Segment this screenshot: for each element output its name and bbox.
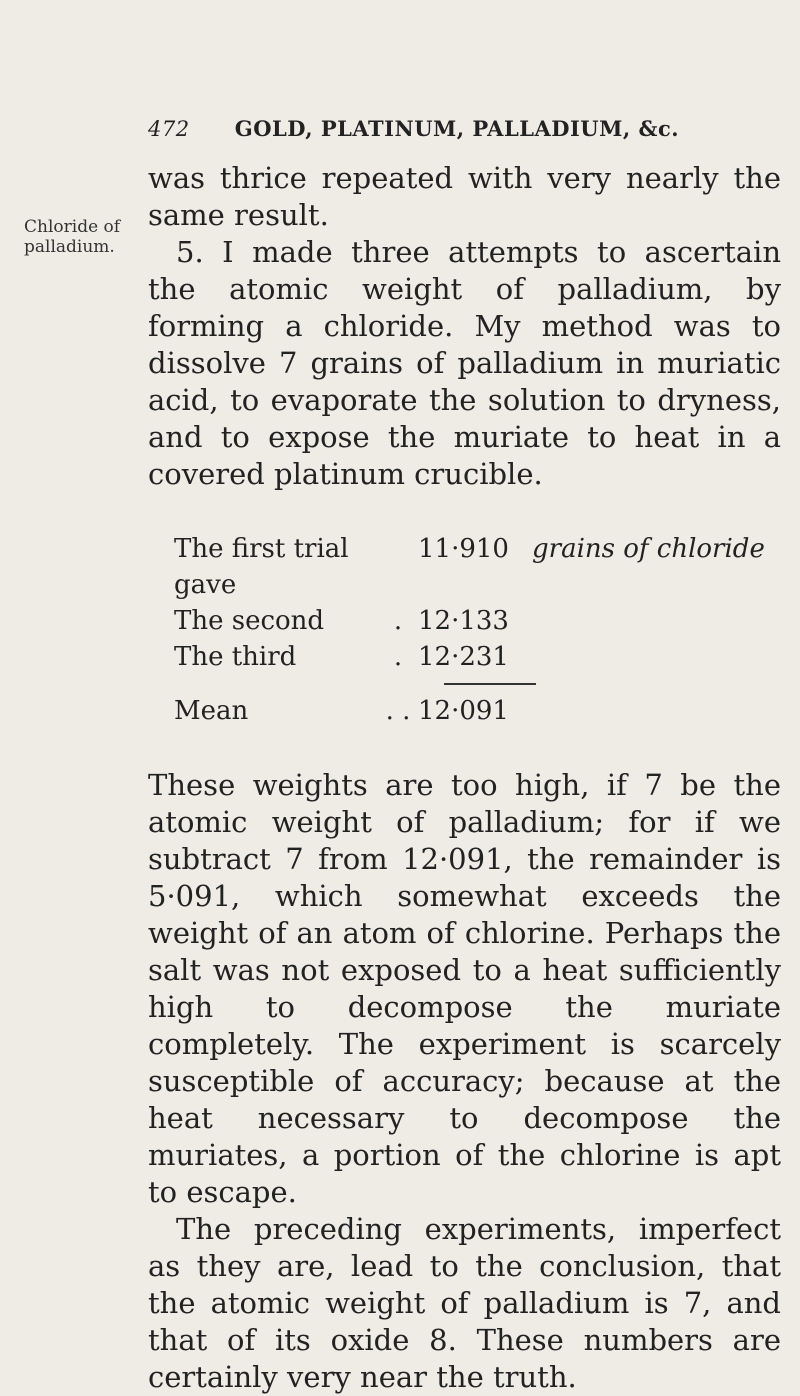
trial-label: The first trial gave <box>174 534 349 600</box>
page-header <box>148 116 679 141</box>
running-title: GOLD, PLATINUM, PALLADIUM, &c. <box>234 116 680 141</box>
trial-label: The third <box>174 642 297 672</box>
mean-row <box>148 693 781 729</box>
trial-row-2 <box>148 603 781 639</box>
trial-label: The second <box>174 606 325 636</box>
sum-rule <box>444 683 536 685</box>
paragraph-3: These weights are too high, if 7 be the atomic weight of palladium; for if we subtract 7 from 12·091, the remainder is 5·091, which somewhat exceeds the weight of an atom of chlorine. Perhaps the salt was not exposed to a heat sufficiently high to decompose the muriate completely. The experiment is scarcely susceptible of accuracy; because at the heat necessary to decompose the muriates, a portion of the chlorine is apt to escape. <box>148 768 781 1209</box>
paragraph-1: was thrice repeated with very nearly the same result. <box>148 161 781 232</box>
paragraph-4: The preceding experiments, imperfect as they are, lead to the conclusion, that the atomic weight of palladium is 7, and that of its oxide 8. These numbers are certainly very near the truth. <box>148 1212 781 1394</box>
mean-label: Mean <box>174 696 249 726</box>
trial-leader: . <box>393 606 403 636</box>
margin-note-line-1: Chloride of <box>24 217 121 237</box>
trial-row-3 <box>148 639 781 675</box>
trial-row-1 <box>148 531 781 603</box>
margin-note <box>24 217 120 257</box>
margin-note-line-2: palladium. <box>24 237 115 257</box>
trial-unit: grains of chloride <box>532 534 765 564</box>
page-body <box>148 160 781 1396</box>
trial-value: 12·133 <box>418 606 509 636</box>
trial-value: 12·231 <box>418 642 509 672</box>
mean-leader: . . <box>385 696 411 726</box>
mean-value: 12·091 <box>418 696 509 726</box>
page-number: 472 <box>148 117 190 141</box>
trial-leader: . <box>393 642 403 672</box>
trials-table <box>148 531 781 729</box>
trial-value: 11·910 <box>418 534 509 564</box>
paragraph-2: 5. I made three attempts to ascertain the atomic weight of palladium, by forming a chloride. My method was to dissolve 7 grains of palladium in muriatic acid, to evaporate the solution to dryness, and to expose the muriate to heat in a covered platinum crucible. <box>148 235 781 491</box>
